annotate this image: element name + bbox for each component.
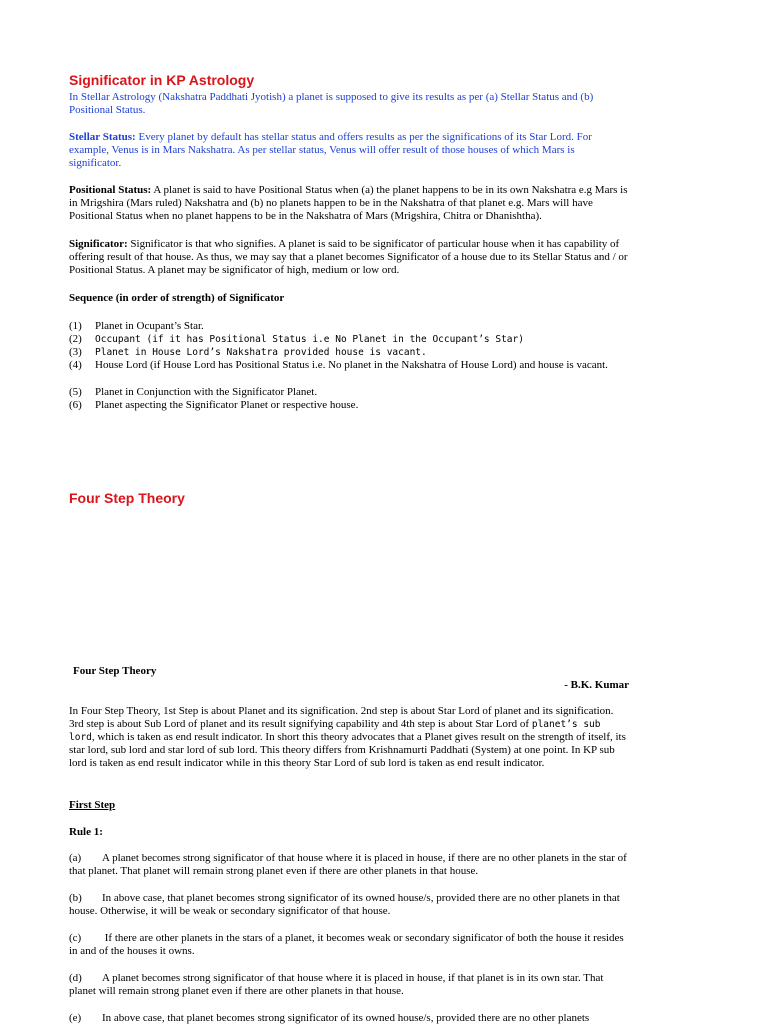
first-step-heading: First Step (69, 799, 116, 811)
sequence-item-5: (5) Planet in Conjunction with the Significator Planet. (69, 386, 318, 398)
sequence-item-1: (1) Planet in Ocupant’s Star. (69, 320, 204, 332)
significator-label: Significator: (69, 238, 128, 250)
sequence-item-6: (6) Planet aspecting the Significator Planet or respective house. (69, 399, 359, 411)
doc-title: Four Step Theory (73, 665, 157, 677)
positional-status-text: A planet is said to have Positional Status when (a) the planet happens to be in its own Nakshatra e.g Mars is in Mrigshira (Mars ruled) Nakshatra and (b) no planets happen to be in the Nakshatra of that planet e.g. Mars will have Positional Status when no planet happens to be in the Nakshatra of Mars (Mrigshira, Chitra or Dhanishtha). (69, 184, 628, 222)
significator-text: Significator is that who signifies. A planet is said to be significator of particular house when it has capability of offering result of that house. As thus, we may say that a planet becomes Significator of a house due to its Stellar Status and / or Positional Status. A planet may be significator of high, medium or low ord. (69, 238, 628, 276)
significator-paragraph (69, 238, 629, 277)
rule-item-d: (d) A planet becomes strong significator of that house where it is placed in house, if that planet is in its own star. That planet will remain strong planet even if there are other planets in that house. (69, 972, 604, 997)
section-title-four-step: Four Step Theory (69, 490, 185, 506)
four-step-intro: In Four Step Theory, 1st Step is about Planet and its signification. 2nd step is about Star Lord of planet and its signification. 3rd step is about Sub Lord of planet and its result signifying capability and 4th step is about Star Lord of planet’s sub lord, which is taken as end result indicator. In short this theory advocates that a Planet gives result on the strength of itself, its star lord, sub lord and star lord of sub lord. This theory differs from Krishnamurti Paddhati (System) at one point. In KP sub lord is taken as end result indicator while in this theory Star Lord of sub lord is taken as end result indicator. (69, 705, 626, 769)
rule-item-a: (a) A planet becomes strong significator of that house where it is placed in house, if there are no other planets in the star of that planet. That planet will remain strong planet even if there are other planets in that house. (69, 852, 627, 877)
sequence-item-4: (4) House Lord (if House Lord has Positional Status i.e. No planet in the Nakshatra of House Lord) and house is vacant. (69, 359, 608, 371)
rule1-heading: Rule 1: (69, 826, 103, 838)
positional-status-label: Positional Status: (69, 184, 152, 196)
rule-item-b: (b) In above case, that planet becomes strong significator of its owned house/s, provided there are no other planets in that house. Otherwise, it will be weak or secondary significator of that house. (69, 892, 620, 917)
sequence-item-2: (2) Occupant (if it has Positional Status i.e No Planet in the Occupant’s Star) (69, 333, 524, 345)
rule-item-e: (e) In above case, that planet becomes strong significator of its owned house/s, provided there are no other planets (69, 1012, 590, 1024)
rule-item-c: (c) If there are other planets in the stars of a planet, it becomes weak or secondary significator of both the house it resides in and of the houses it owns. (69, 932, 624, 957)
stellar-status-label: Stellar Status: (69, 131, 136, 143)
positional-status-paragraph (69, 184, 629, 223)
sequence-heading: Sequence (in order of strength) of Significator (69, 292, 285, 304)
section-title-significator: Significator in KP Astrology (69, 72, 255, 88)
stellar-status-text: Every planet by default has stellar status and offers results as per the significations of its Star Lord. For example, Venus is in Mars Nakshatra. As per stellar status, Venus will offer result of those houses of which Mars is significator. (69, 131, 592, 169)
sequence-item-3: (3) Planet in House Lord’s Nakshatra provided house is vacant. (69, 346, 427, 358)
intro-paragraph: In Stellar Astrology (Nakshatra Paddhati Jyotish) a planet is supposed to give its results as per (a) Stellar Status and (b) Positional Status. (69, 91, 594, 116)
stellar-status-paragraph (69, 131, 629, 170)
